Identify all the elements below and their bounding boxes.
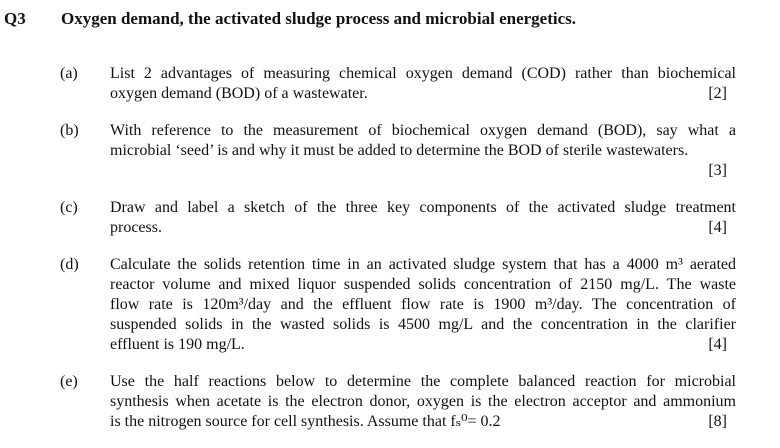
question-number: Q3: [4, 9, 26, 28]
part-line: microbial ‘seed’ is and why it must be added to determine the BOD of sterile wastewaters.: [110, 142, 689, 159]
marks-label: [4]: [708, 336, 727, 353]
part-line: oxygen demand (BOD) of a wastewater.: [110, 85, 368, 102]
part-line: is the nitrogen source for cell synthesis. Assume that fₛ⁰= 0.2: [110, 413, 501, 430]
part-line: suspended solids in the wasted solids is 4500 mg/L and the concentration in the clarifier: [110, 316, 736, 333]
part-text: [110, 372, 736, 432]
part-text: [110, 198, 736, 238]
part-line: Draw and label a sketch of the three key components of the activated sludge treatment: [110, 199, 736, 216]
part-label: (b): [60, 122, 79, 139]
marks-label: [4]: [708, 219, 727, 236]
question-title: Oxygen demand, the activated sludge process and microbial energetics.: [61, 9, 577, 28]
part-label: (d): [60, 256, 79, 273]
part-text: [110, 64, 736, 104]
part-label: (a): [60, 65, 78, 82]
part-line: Calculate the solids retention time in an activated sludge system that has a 4000 m³ aerated: [110, 256, 736, 273]
part-line: Use the half reactions below to determine the complete balanced reaction for microbial: [110, 373, 736, 390]
marks-label: [8]: [708, 413, 727, 430]
part-line: flow rate is 120m³/day and the effluent flow rate is 1900 m³/day. The concentration of: [110, 296, 736, 313]
part-line: List 2 advantages of measuring chemical oxygen demand (COD) rather than biochemical: [110, 65, 736, 82]
part-line: process.: [110, 219, 162, 236]
part-text: [110, 121, 736, 181]
part-line: reactor volume and mixed liquor suspended solids concentration of 2150 mg/L. The waste: [110, 276, 736, 293]
part-label: (c): [60, 199, 78, 216]
part-line: With reference to the measurement of biochemical oxygen demand (BOD), say what a: [110, 122, 736, 139]
part-text: [110, 255, 736, 355]
part-line: effluent is 190 mg/L.: [110, 336, 245, 353]
part-label: (e): [60, 373, 78, 390]
marks-label: [2]: [708, 85, 727, 102]
part-line: synthesis when acetate is the electron donor, oxygen is the electron acceptor and ammonium: [110, 393, 736, 410]
marks-label: [3]: [708, 162, 727, 179]
